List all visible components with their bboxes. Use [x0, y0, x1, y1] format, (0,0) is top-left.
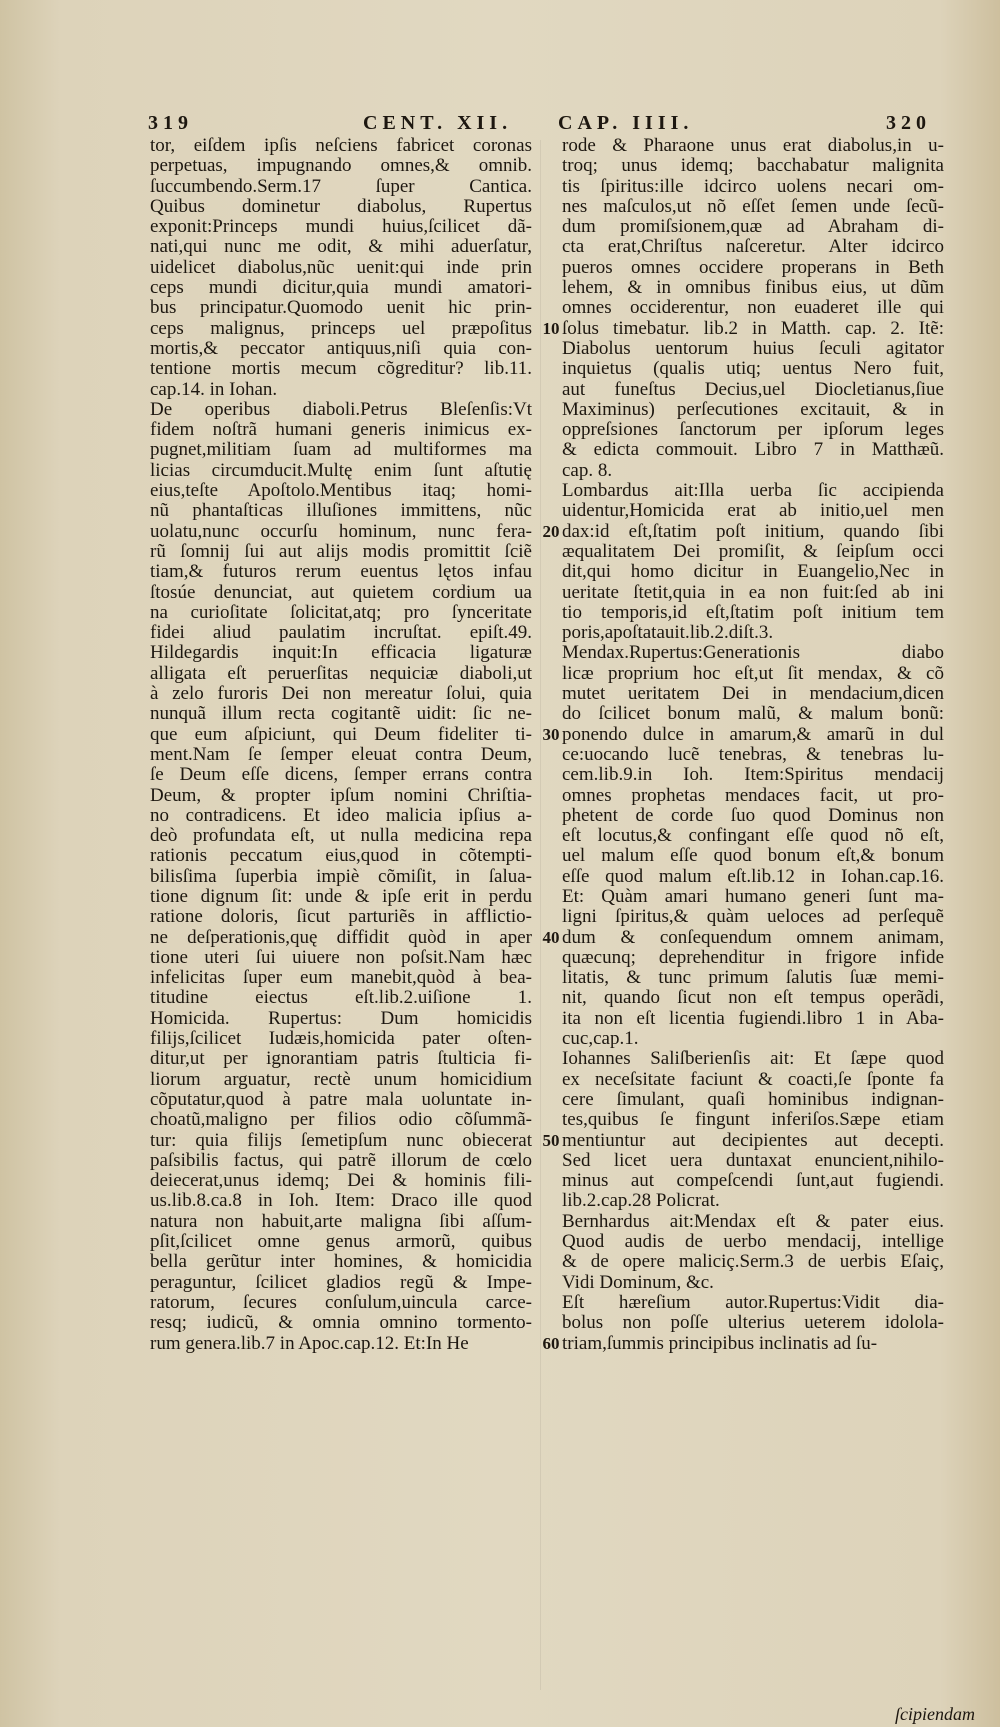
text-line: Sed licet uera duntaxat enuncient,nihilo- — [562, 1150, 944, 1171]
text-line: Mendax.Rupertus:Generationis diabo — [562, 643, 944, 664]
text-line: & edicta commouit. Libro 7 in Matthæũ. — [562, 440, 944, 461]
text-line: ment.Nam ſe ſemper eleuat contra Deum, — [150, 744, 532, 765]
text-line: na curioſitate ſolicitat,atq; pro ſynceritate — [150, 602, 532, 623]
line-number: 50 — [542, 1130, 560, 1150]
text-line: oppreſsiones ſanctorum per ipſorum leges — [562, 420, 944, 441]
text-line: tis ſpiritus:ille idcirco uolens necari om- — [562, 176, 944, 197]
text-line: choatũ,maligno per filios odio cõſummã- — [150, 1110, 532, 1131]
text-line: ſe Deum eſſe dicens, ſemper errans contra — [150, 765, 532, 786]
text-line: deò profundata eſt, ut nulla medicina repa — [150, 826, 532, 847]
text-line: Bernhardus ait:Mendax eſt & pater eius. — [562, 1211, 944, 1232]
text-line: à zelo furoris Dei non mereatur ſolui, quia — [150, 684, 532, 705]
text-line: minus aut compeſcendi ſunt,aut fugiendi. — [562, 1171, 944, 1192]
text-line: lehem, & in omnibus finibus eius, ut dũm — [562, 278, 944, 299]
text-line: paſsibilis factus, qui patrẽ illorum de cœlo — [150, 1150, 532, 1171]
text-line: Vidi Dominum, &c. — [562, 1272, 714, 1293]
text-line: De operibus diaboli.Petrus Bleſenſis:Vt — [150, 399, 532, 420]
text-line: uidelicet diabolus,nũc uenit:qui inde prin — [150, 257, 532, 278]
text-line: no contradicens. Et ideo malicia ipſius a- — [150, 805, 532, 826]
text-line: rationis peccatum eius,quod in cõtempti- — [150, 846, 532, 867]
text-line: ditur,ut per ignorantiam patris ſtulticia fi- — [150, 1049, 532, 1070]
text-line: mortis,& peccator antiquus,niſi quia con- — [150, 338, 532, 359]
text-line: natura non habuit,arte maligna ſibi aſſum- — [150, 1211, 532, 1232]
line-number: 20 — [542, 521, 560, 541]
text-line: dum & conſequendum omnem animam, — [562, 927, 944, 948]
text-line: Homicida. Rupertus: Dum homicidis — [150, 1008, 532, 1029]
catchword: ſcipiendam — [895, 1704, 975, 1724]
text-line: Hildegardis inquit:In efficacia ligaturæ — [150, 643, 532, 664]
text-line: nũ phantaſticas illuſiones immittens, nũc — [150, 501, 532, 522]
text-line: quæcunq; deprehenditur in frigore infide — [562, 947, 944, 968]
text-line: cem.lib.9.in Ioh. Item:Spiritus mendacij — [562, 765, 944, 786]
text-line: fidem noſtrã humani generis inimicus ex- — [150, 420, 532, 441]
header-centuria: CENT. XII. — [363, 112, 513, 134]
text-line: nes maſculos,ut nõ eſſet ſemen unde ſecũ- — [562, 196, 944, 217]
text-line: peraguntur, ſcilicet gladios regũ & Impe- — [150, 1272, 532, 1293]
text-line: rum genera.lib.7 in Apoc.cap.12. Et:In He — [150, 1333, 469, 1354]
text-line: eſſe quod malum eſt.lib.12 in Iohan.cap.16. — [562, 866, 944, 887]
text-line: uolatu,nunc occurſu hominum, nunc fera- — [150, 521, 532, 542]
text-line: & de opere maliciç.Serm.3 de uerbis Eſaiç, — [562, 1252, 944, 1273]
text-line: ligni ſpiritus,& quàm ueloces ad perſequẽ — [562, 907, 944, 928]
text-line: tiam,& futuros rerum euentus lętos infau — [150, 562, 532, 583]
text-line: licias circumducit.Multę enim ſunt aſtutię — [150, 460, 532, 481]
text-line: litatis, & tunc primum ſalutis ſuæ memi- — [562, 968, 944, 989]
text-line: tione uteri ſui uiuere non poſsit.Nam hæc — [150, 947, 532, 968]
text-line: tentione mortis mecum cõgreditur? lib.11. — [150, 359, 532, 380]
text-line: dum promiſsionem,quæ ad Abraham di- — [562, 217, 944, 238]
text-line: troq; unus idemq; bacchabatur malignita — [562, 156, 944, 177]
text-line: bella gerũtur inter homines, & homicidia — [150, 1252, 532, 1273]
text-line: dax:id eſt,ſtatim poſt initium, quando ſibi — [562, 521, 944, 542]
text-line: Diabolus uentorum huius ſeculi agitator — [562, 338, 944, 359]
text-line: tur: quia filijs ſemetipſum nunc obiecerat — [150, 1130, 532, 1151]
text-line: ſtosúe denunciat, aut quietem cordium ua — [150, 582, 532, 603]
text-line: exponit:Princeps mundi huius,ſcilicet dã- — [150, 217, 532, 238]
text-line: tio temporis,id eſt,ſtatim poſt initium tem — [562, 602, 944, 623]
text-line: uel malum eſſe quod bonum eſt,& bonum — [562, 846, 944, 867]
text-line: deiecerat,unus idemq; Dei & hominis fili- — [150, 1171, 532, 1192]
text-line: ratione doloris, ſicut parturiẽs in afflictio- — [150, 907, 532, 928]
text-line: rode & Pharaone unus erat diabolus,in u- — [562, 136, 944, 156]
text-line: cere ſimulant, quaſi hominibus indignan- — [562, 1089, 944, 1110]
text-line: filijs,ſcilicet Iudæis,homicida pater oſten- — [150, 1029, 532, 1050]
text-line: cap. 8. — [562, 460, 613, 481]
text-line: ceps malignus, princeps uel præpoſitus — [150, 318, 532, 339]
text-line: Et: Quàm amari humano generi ſunt ma- — [562, 886, 944, 907]
text-line: triam,ſummis principibus inclinatis ad ſu- — [562, 1333, 878, 1354]
text-line: cap.14. in Iohan. — [150, 379, 278, 400]
text-line: pſit,ſcilicet omne genus armorũ, quibus — [150, 1232, 532, 1253]
text-line: Quibus dominetur diabolus, Rupertus — [150, 196, 532, 217]
text-line: cõputatur,quod à patre mala uoluntate in- — [150, 1089, 532, 1110]
page-number-right: 320 — [886, 112, 931, 134]
text-line: mutet ueritatem Dei in mendacium,dicen — [562, 684, 944, 705]
text-line: nunquã illum recta cogitantẽ uidit: ſic ne- — [150, 704, 532, 725]
line-number: 40 — [542, 927, 560, 947]
text-line: titudine eiectus eſt.lib.2.uiſione 1. — [150, 988, 532, 1009]
text-line: alligata eſt peruerſitas nequiciæ diaboli,ut — [150, 663, 532, 684]
text-line: bilisſima ſuperbia impiè cõmiſit, in ſalua- — [150, 866, 532, 887]
text-line: pugnet,militiam ſuam ad multiformes ma — [150, 440, 532, 461]
header-caput: CAP. IIII. — [558, 112, 694, 134]
page-number-left: 319 — [148, 112, 193, 134]
text-line: ponendo dulce in amarum,& amarũ in dul — [562, 724, 944, 745]
text-line: Iohannes Saliſberienſis ait: Et ſæpe quod — [562, 1049, 944, 1070]
text-line: phetent de corde ſuo quod Dominus non — [562, 805, 944, 826]
text-line: Deum, & propter ipſum nomini Chriſtia- — [150, 785, 532, 806]
text-line: uidentur,Homicida erat ab initio,uel men — [562, 501, 944, 522]
text-line: rũ ſomnij ſui aut alijs modis promittit ſciẽ — [150, 541, 532, 562]
text-line: poris,apoſtatauit.lib.2.diſt.3. — [562, 623, 774, 644]
text-line: tione dignum ſit: unde & ipſe erit in perdu — [150, 886, 532, 907]
text-line: dit,qui homo dicitur in Euangelio,Nec in — [562, 562, 944, 583]
text-line: liorum arguatur, rectè unum homicidium — [150, 1069, 532, 1090]
text-line: ueritate ſtetit,quia in ea non fuit:ſed ab ini — [562, 582, 944, 603]
text-line: lib.2.cap.28 Policrat. — [562, 1191, 720, 1212]
text-line: Eſt hæreſium autor.Rupertus:Vidit dia- — [562, 1292, 944, 1313]
text-line: ex neceſsitate faciunt & coacti,ſe ſponte fa — [562, 1069, 944, 1090]
text-line: eius,teſte Apoſtolo.Mentibus itaq; homi- — [150, 481, 532, 502]
line-number: 60 — [542, 1333, 560, 1353]
right-text-column — [562, 136, 944, 1354]
text-line: ita non eſt licentia fugiendi.libro 1 in Aba- — [562, 1008, 944, 1029]
text-line: ratorum, ſecures conſulum,uincula carce- — [150, 1292, 532, 1313]
text-line: resq; iudicũ, & omnia omnino tormento- — [150, 1313, 532, 1334]
text-line: cta erat,Chriſtus naſceretur. Alter idcirco — [562, 237, 944, 258]
running-header — [148, 112, 931, 138]
text-line: infelicitas ſuper eum manebit,quòd à bea- — [150, 968, 532, 989]
text-line: inquietus (qualis utiq; uentus Nero fuit, — [562, 359, 944, 380]
text-line: ce:uocando lucẽ tenebras, & tenebras lu- — [562, 744, 944, 765]
text-line: ſuccumbendo.Serm.17 ſuper Cantica. — [150, 176, 532, 197]
text-line: tes,quibus ſe fingunt inferiſos.Sæpe etiam — [562, 1110, 944, 1131]
text-line: ne deſperationis,quę diffidit quòd in aper — [150, 927, 532, 948]
text-line: ſolus timebatur. lib.2 in Matth. cap. 2. Itẽ: — [562, 318, 944, 339]
text-line: tor, eiſdem ipſis neſciens fabricet coronas — [150, 136, 532, 156]
text-line: us.lib.8.ca.8 in Ioh. Item: Draco ille quod — [150, 1191, 532, 1212]
text-line: nit, quando ſicut non eſt tempus operãdi, — [562, 988, 944, 1009]
text-line: perpetuas, impugnando omnes,& omnib. — [150, 156, 532, 177]
text-line: nati,qui nunc me odit, & mihi aduerſatur, — [150, 237, 532, 258]
text-line: mentiuntur aut decipientes aut decepti. — [562, 1130, 944, 1151]
text-line: Maximinus) perſecutiones excitauit, & in — [562, 399, 944, 420]
text-line: eſt locutus,& confingant eſſe quod nõ eſt, — [562, 826, 944, 847]
line-number: 10 — [542, 318, 560, 338]
text-line: omnes occiderentur, non euaderet ille qui — [562, 298, 944, 319]
text-line: ceps mundi dicitur,quia mundi amatori- — [150, 278, 532, 299]
text-line: licæ proprium hoc eſt,ut ſit mendax, & cõ — [562, 663, 944, 684]
text-line: bolus non poſſe ulterius ueterem idolola- — [562, 1313, 944, 1334]
text-line: æqualitatem Dei promiſit, & ſeipſum occi — [562, 541, 944, 562]
text-line: do ſcilicet bonum malũ, & malum bonũ: — [562, 704, 944, 725]
line-number: 30 — [542, 724, 560, 744]
text-line: que eum aſpiciunt, qui Deum fideliter ti- — [150, 724, 532, 745]
text-line: omnes prophetas mendaces facit, ut pro- — [562, 785, 944, 806]
text-line: aut funeſtus Decius,uel Diocletianus,ſiue — [562, 379, 944, 400]
text-line: bus principatur.Quomodo uenit hic prin- — [150, 298, 532, 319]
text-line: Quod audis de uerbo mendacij, intellige — [562, 1232, 944, 1253]
column-gutter — [540, 140, 541, 1690]
text-line: pueros omnes occidere properans in Beth — [562, 257, 944, 278]
left-text-column — [150, 136, 532, 1354]
text-line: Lombardus ait:Illa uerba ſic accipienda — [562, 481, 944, 502]
text-line: fidei aliud paulatim incruſtat. epiſt.49. — [150, 623, 532, 644]
text-line: cuc,cap.1. — [562, 1029, 639, 1050]
